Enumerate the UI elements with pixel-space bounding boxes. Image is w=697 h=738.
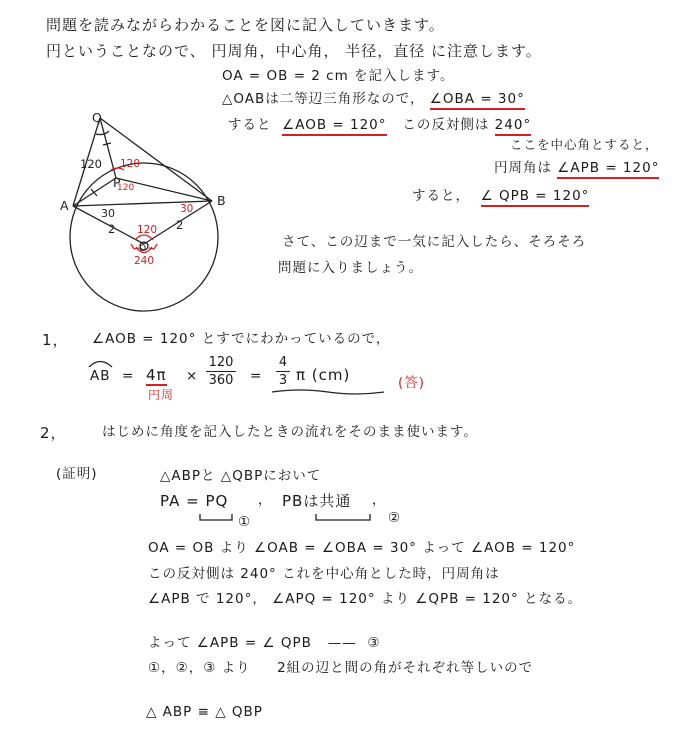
intro-line-5-pre: すると xyxy=(228,117,272,133)
proof-line-3: OA = OB より ∠OAB = ∠OBA = 30° よって ∠AOB = 120° xyxy=(148,540,576,556)
intro-line-2: 円ということなので、 円周角，中心角， 半径，直径 に注意します。 xyxy=(46,42,542,60)
proof-line-7 xyxy=(148,662,533,676)
label-red-o: 120 xyxy=(137,224,158,236)
q1-fraction xyxy=(206,356,236,387)
proof-conclusion: △ ABP ≡ △ QBP xyxy=(146,704,263,720)
arrow-right-red xyxy=(149,244,157,249)
proof-brackets xyxy=(196,510,416,530)
proof-line-2b: ， xyxy=(258,492,273,508)
intro-line-1: 問題を読みながらわかることを図に記入していきます。 xyxy=(46,16,445,34)
q1-times: × xyxy=(186,368,199,384)
q1-ans-den: 3 xyxy=(276,371,290,387)
proof-line-6 xyxy=(148,637,380,651)
intro-line-8-pre: すると， xyxy=(412,188,470,204)
label-r-left: 2 xyxy=(108,222,116,236)
q1-number: 1， xyxy=(42,331,69,349)
proof-line-7b: 2組の辺と間の角がそれぞれ等しいので xyxy=(277,660,534,676)
proof-line-2d: ， xyxy=(372,492,387,508)
arc-angle-q xyxy=(96,131,109,135)
angle-240-highlight: 240° xyxy=(495,117,532,136)
mark-1: ① xyxy=(238,514,252,530)
arc-symbol xyxy=(86,358,116,368)
intro-line-6: ここを中心角とすると， xyxy=(510,137,659,152)
proof-line-4: この反対側は 240° これを中心角とした時，円周角は xyxy=(148,566,500,582)
label-red-p: 120 xyxy=(117,183,135,193)
label-red-reflex: 240 xyxy=(134,255,155,267)
proof-line-6-dash: —— xyxy=(327,635,357,651)
label-side-b: 30 xyxy=(180,203,194,215)
q1-answer-mark: (答) xyxy=(398,375,426,391)
angle-aob-highlight: ∠AOB = 120° xyxy=(282,117,386,136)
q1-arc-label: AB xyxy=(90,368,111,384)
angle-apb-highlight: ∠APB = 120° xyxy=(557,160,659,179)
q2-line: はじめに角度を記入したときの流れをそのまま使います。 xyxy=(102,424,478,440)
q1-circumference-label: 円周 xyxy=(148,388,175,402)
angle-oba-highlight: ∠OBA = 30° xyxy=(430,91,525,110)
proof-line-2a: PA = PQ xyxy=(160,492,229,510)
intro-line-5-mid: この反対側は xyxy=(402,117,490,133)
q1-frac-den: 360 xyxy=(206,371,236,387)
tick-pa xyxy=(91,189,97,196)
intro-line-7-pre: 円周角は xyxy=(494,160,552,176)
label-b: B xyxy=(217,193,226,208)
q1-frac-num: 120 xyxy=(208,355,234,370)
label-r-right: 2 xyxy=(176,218,184,232)
proof-line-5: ∠APB で 120°， ∠APQ = 120° より ∠QPB = 120° となる。 xyxy=(148,591,583,607)
label-red-q: 120 xyxy=(120,158,141,170)
mark-3: ③ xyxy=(367,635,381,651)
arrow-left-red xyxy=(131,244,139,249)
label-p: P xyxy=(113,175,121,190)
mark-2: ② xyxy=(388,510,402,526)
q1-answer-rest: π (cm) xyxy=(296,366,351,384)
q1-answer-underline xyxy=(270,387,390,397)
proof-line-7a: ①，②，③ より xyxy=(148,660,251,676)
proof-line-1: △ABPと △QBPにおいて xyxy=(160,468,322,484)
q2-number: 2， xyxy=(40,424,67,442)
q1-eq2: = xyxy=(250,368,263,384)
label-a: A xyxy=(60,198,69,213)
intro-line-4-text: △OABは二等辺三角形なので， xyxy=(222,91,425,107)
label-qa-angle: 120 xyxy=(80,157,102,171)
label-side-a: 30 xyxy=(101,207,115,220)
proof-line-6a: よって ∠APB = ∠ QPB xyxy=(148,635,312,651)
angle-qpb-highlight: ∠ QPB = 120° xyxy=(481,188,590,207)
q1-answer-fraction xyxy=(276,356,290,387)
q1-eq1: = xyxy=(122,368,135,384)
proof-label: (証明) xyxy=(56,466,98,482)
label-o: O xyxy=(139,244,147,254)
proof-line-2c: PBは共通 xyxy=(282,492,352,510)
q1-circumference: 4π xyxy=(146,366,167,384)
intro-note-1: さて、この辺まで一気に記入したら、そろそろ xyxy=(282,234,587,250)
q1-line: ∠AOB = 120° とすでにわかっているので， xyxy=(92,331,391,347)
intro-note-2: 問題に入りましょう。 xyxy=(278,260,423,276)
intro-line-3: OA = OB = 2 cm を記入します。 xyxy=(222,68,455,84)
q1-ans-num: 4 xyxy=(278,355,288,370)
label-q: Q xyxy=(92,110,102,125)
